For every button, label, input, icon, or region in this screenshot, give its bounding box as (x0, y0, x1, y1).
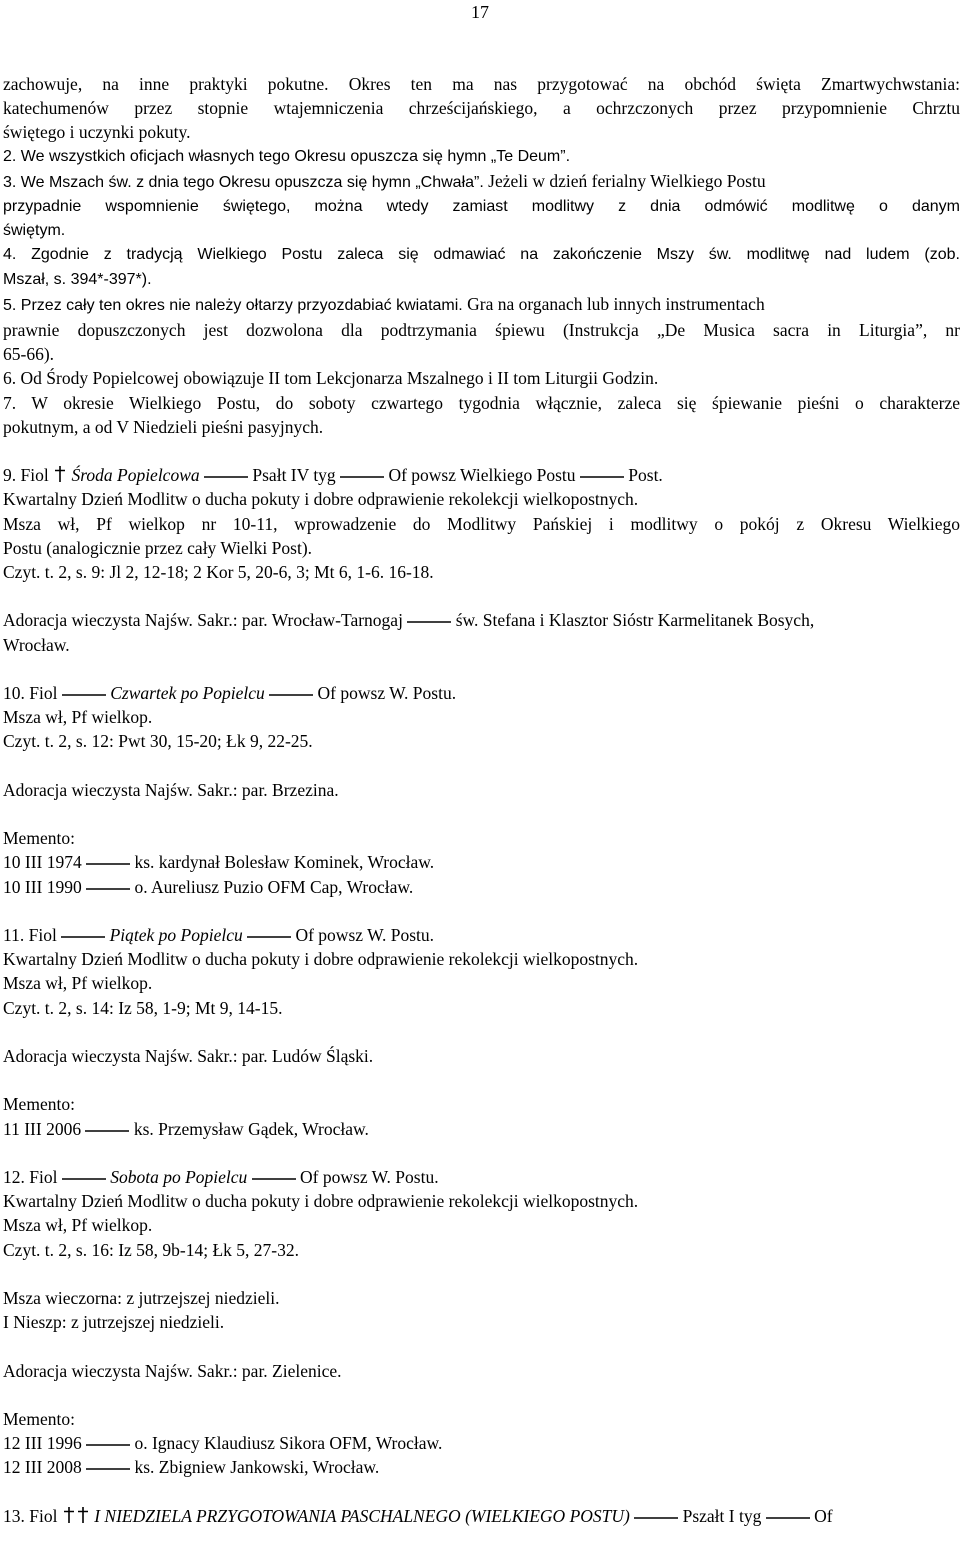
note-3-sans: 3. We Mszach św. z dnia tego Okresu opuszcza się hymn „Chwała”. (3, 173, 484, 191)
day-9-adoracja-b: św. Stefana i Klasztor Sióstr Karmelitanek Bosych, (455, 610, 815, 631)
memento-text: o. Aureliusz Puzio OFM Cap, Wrocław. (134, 876, 414, 897)
day-12-name: Sobota po Popielcu (110, 1167, 248, 1187)
em-dash-icon (407, 620, 451, 624)
day-12-memento-entry (3, 1455, 960, 1479)
day-11-line: Msza wł, Pf wielkop. (3, 973, 153, 994)
day-12-line: I Nieszp: z jutrzejszej niedzieli. (3, 1312, 225, 1333)
em-dash-icon (85, 1129, 129, 1133)
day-9-line: Postu (analogicznie przez cały Wielki Post). (3, 537, 313, 558)
memento-date: 10 III 1974 (3, 852, 82, 873)
memento-text: ks. Przemysław Gądek, Wrocław. (133, 1118, 369, 1139)
day-12-adoracja: Adoracja wieczysta Najśw. Sakr.: par. Zielenice. (3, 1360, 342, 1381)
day-11-readings: Czyt. t. 2, s. 14: Iz 58, 1-9; Mt 9, 14-15. (3, 997, 283, 1018)
em-dash-icon (86, 887, 130, 891)
cross-icon (76, 1506, 90, 1524)
day-10-adoracja: Adoracja wieczysta Najśw. Sakr.: par. Brzezina. (3, 779, 339, 800)
em-dash-icon (86, 862, 130, 866)
day-10-name: Czwartek po Popielcu (110, 683, 265, 704)
cross-icon (53, 465, 67, 483)
em-dash-icon (86, 1467, 130, 1471)
day-9-line: Kwartalny Dzień Modlitw o ducha pokuty i dobre odprawienie rekolekcji wielkopostnych. (3, 489, 639, 510)
note-2: 2. We wszystkich oficjach własnych tego Okresu opuszcza się hymn „Te Deum”. (3, 147, 571, 165)
day-13-office: Of (814, 1505, 833, 1526)
note-3-cont: przypadnie wspomnienie świętego, można wtedy zamiast modlitwy z dnia odmówić modlitwę o danym (3, 198, 960, 216)
day-11-prefix: 11. Fiol (3, 925, 57, 946)
em-dash-icon (62, 693, 106, 697)
em-dash-icon (634, 1516, 678, 1520)
day-9-prefix: 9. Fiol (3, 465, 49, 486)
day-10-memento-entry (3, 850, 960, 874)
note-4-end: Mszał, s. 394*-397*). (3, 270, 152, 288)
day-10-header (3, 681, 960, 705)
day-13-header (3, 1504, 960, 1528)
day-12-line: Msza wł, Pf wielkop. (3, 1215, 153, 1236)
day-12-readings: Czyt. t. 2, s. 16: Iz 58, 9b-14; Łk 5, 27-32. (3, 1239, 300, 1260)
memento-text: o. Ignacy Klaudiusz Sikora OFM, Wrocław. (134, 1433, 443, 1454)
note-5-end: 65-66). (3, 344, 55, 365)
cross-icon (62, 1506, 76, 1524)
note-5-cont: prawnie dopuszczonych jest dozwolona dla podtrzymania śpiewu (Instrukcja „De Musica sacra in Liturgia”, nr (3, 320, 960, 341)
note-3-end: świętym. (3, 222, 66, 240)
note-3-serif: Jeżeli w dzień ferialny Wielkiego Postu (483, 170, 766, 191)
em-dash-icon (62, 1177, 106, 1181)
day-12-line: Kwartalny Dzień Modlitw o ducha pokuty i dobre odprawienie rekolekcji wielkopostnych. (3, 1191, 639, 1212)
day-13-psalt: Pszałt I tyg (682, 1505, 762, 1526)
em-dash-icon (247, 935, 291, 939)
day-10-line: Msza wł, Pf wielkop. (3, 707, 153, 728)
day-11-name: Piątek po Popielcu (109, 925, 243, 946)
day-12-office: Of powsz W. Postu. (300, 1167, 439, 1187)
day-9-adoracja-end: Wrocław. (3, 634, 70, 655)
em-dash-icon (252, 1177, 296, 1181)
day-10-prefix: 10. Fiol (3, 683, 58, 704)
day-9-adoracja-a: Adoracja wieczysta Najśw. Sakr.: par. Wrocław-Tarnogaj (3, 610, 403, 631)
memento-date: 12 III 2008 (3, 1457, 82, 1478)
memento-text: ks. Zbigniew Jankowski, Wrocław. (134, 1457, 380, 1478)
note-5-serif: Gra na organach lub innych instrumentach (462, 293, 765, 314)
day-11-memento: Memento: (3, 1094, 75, 1115)
em-dash-icon (766, 1516, 810, 1520)
day-9-name: Środa Popielcowa (71, 465, 200, 486)
page-content (3, 72, 960, 1528)
note-5-sans: 5. Przez cały ten okres nie należy ołtarzy przyozdabiać kwiatami. (3, 296, 463, 314)
day-12-prefix: 12. Fiol (3, 1167, 58, 1187)
em-dash-icon (269, 693, 313, 697)
note-3 (3, 169, 960, 195)
day-11-adoracja: Adoracja wieczysta Najśw. Sakr.: par. Ludów Śląski. (3, 1046, 374, 1067)
memento-date: 11 III 2006 (3, 1118, 82, 1139)
intro-line: katechumenów przez stopnie wtajemniczenia chrześcijańskiego, a ochrzczonych przez przypomnienie Chrztu (3, 98, 960, 119)
note-5 (3, 292, 960, 318)
memento-date: 10 III 1990 (3, 876, 82, 897)
intro-line: zachowuje, na inne praktyki pokutne. Okres ten ma nas przygotować na obchód święta Zmartwychwstania: (3, 74, 960, 94)
note-7: 7. W okresie Wielkiego Postu, do soboty czwartego tygodnia włącznie, zaleca się śpiewanie pieśni o charakterze (3, 392, 960, 413)
day-11-office: Of powsz W. Postu. (295, 925, 435, 946)
page-number: 17 (471, 2, 489, 22)
memento-date: 12 III 1996 (3, 1433, 82, 1454)
em-dash-icon (204, 475, 248, 479)
note-7-end: pokutnym, a od V Niedzieli pieśni pasyjnych. (3, 416, 324, 437)
day-12-memento: Memento: (3, 1408, 75, 1429)
day-13-name: I NIEDZIELA PRZYGOTOWANIA PASCHALNEGO (WIELKIEGO POSTU) (94, 1505, 630, 1526)
em-dash-icon (86, 1443, 130, 1447)
day-9-adoracja (3, 608, 960, 632)
em-dash-icon (61, 935, 105, 939)
day-10-memento-entry (3, 875, 960, 899)
em-dash-icon (340, 475, 384, 479)
note-4: 4. Zgodnie z tradycją Wielkiego Postu zaleca się odmawiać na zakończenie Mszy św. modlitwę nad ludem (zob. (3, 246, 960, 264)
intro-line: świętego i uczynki pokuty. (3, 122, 191, 143)
day-12-memento-entry (3, 1431, 960, 1455)
day-11-memento-entry (3, 1117, 960, 1141)
day-11-header (3, 923, 960, 947)
memento-text: ks. kardynał Bolesław Kominek, Wrocław. (134, 852, 435, 873)
day-12-header (3, 1165, 960, 1189)
day-9-psalt: Psałt IV tyg (252, 465, 336, 486)
day-9-readings: Czyt. t. 2, s. 9: Jl 2, 12-18; 2 Kor 5, 20-6, 3; Mt 6, 1-6. 16-18. (3, 562, 434, 583)
day-12-line: Msza wieczorna: z jutrzejszej niedzieli. (3, 1288, 280, 1308)
day-11-line: Kwartalny Dzień Modlitw o ducha pokuty i dobre odprawienie rekolekcji wielkopostnych. (3, 949, 639, 970)
day-9-header (3, 463, 960, 487)
day-10-memento: Memento: (3, 828, 75, 849)
day-9-line: Msza wł, Pf wielkop nr 10-11, wprowadzenie do Modlitwy Pańskiej i modlitwy o pokój z Okresu Wielkiego (3, 513, 960, 534)
day-9-office: Of powsz Wielkiego Postu (388, 465, 576, 486)
day-13-prefix: 13. Fiol (3, 1505, 58, 1526)
em-dash-icon (580, 475, 624, 479)
day-10-readings: Czyt. t. 2, s. 12: Pwt 30, 15-20; Łk 9, 22-25. (3, 731, 313, 752)
day-10-office: Of powsz W. Postu. (317, 683, 457, 704)
note-6: 6. Od Środy Popielcowej obowiązuje II tom Lekcjonarza Mszalnego i II tom Liturgii Godzin. (3, 368, 659, 389)
day-9-post: Post. (628, 465, 663, 486)
